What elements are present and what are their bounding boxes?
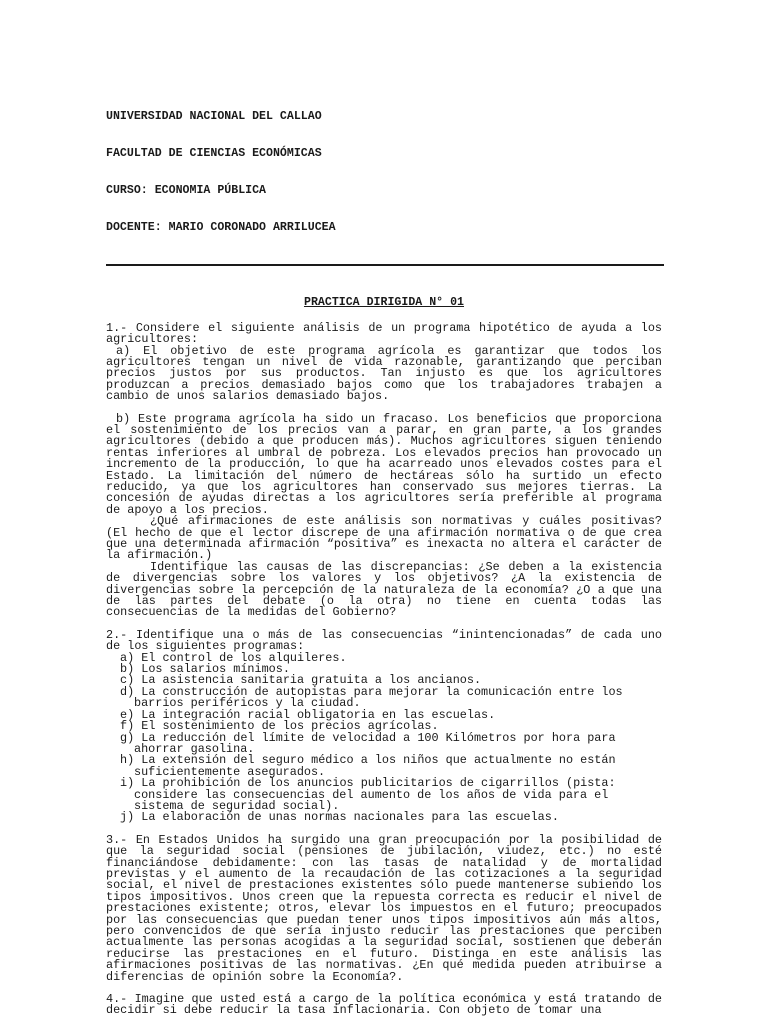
question-3: 3.- En Estados Unidos ha surgido una gran preocupación por la posibilidad de que la seguridad social (pensiones de jubilación, viudez, etc.) no esté financiándose debidamente: con las tasas de natalidad y de mortalidad previstas y el aumento de la recaudación de las cotizaciones a la seguridad social, el nivel de prestaciones existentes sólo puede mantenerse subiendo los tipos impositivos. Unos creen que la repuesta correcta es reducir el nivel de prestaciones existente; otros, elevar los impuestos en el futuro; preocupados por las consecuencias que puedan tener unos tipos impositivos aún más altos, pero convencidos de que sería injusto reducir las prestaciones que perciben actualmente las personas acogidas a la seguridad social, sostienen que deberán reducirse las prestaciones en el futuro. Distinga en este análisis las afirmaciones positivas de las normativas. ¿En qué medida pueden atribuirse a diferencias de opinión sobre la Economía?. <box>106 832 662 984</box>
list-item: j) La elaboración de unas normas nacionales para las escuelas. <box>120 810 559 825</box>
question-4: 4.- Imagine que usted está a cargo de la política económica y está tratando de decidir si debe reducir la tasa inflacionaria. Con objeto de tomar una <box>106 992 662 1018</box>
teacher-name: DOCENTE: MARIO CORONADO ARRILUCEA <box>106 221 336 235</box>
list-item: e) La integración racial obligatoria en las escuelas. <box>120 707 496 722</box>
list-item: g) La reducción del límite de velocidad a 100 Kilómetros por hora para ahorrar gasolina. <box>120 730 616 756</box>
question-1-part-b: b) Este programa agrícola ha sido un fracaso. Los beneficios que proporciona el sostenimiento de los precios van a parar, en gran parte, a los grandes agricultores (debido a que producen más). Muchos agricultores siguen teniendo rentas inferiores al umbral de pobreza. Los elevados precios han provocado un incremento de la producción, lo que ha acarreado unos elevados costes para el Estado. La limitación del número de hectáreas sólo ha surtido un efecto reducido, ya que los agricultores han conservado sus mejores tierras. La concesión de ayudas directas a los agricultores sería preferible al programa de apoyo a los precios. <box>106 411 662 517</box>
list-item: d) La construcción de autopistas para mejorar la comunicación entre los barrios periféricos y la ciudad. <box>120 684 623 711</box>
list-item: b) Los salarios mínimos. <box>120 662 290 677</box>
question-1-part-a: a) El objetivo de este programa agrícola es garantizar que todos los agricultores tengan un nivel de vida razonable, garantizando que perciban precios justos por sus productos. Tan injusto es que los agricultores produzcan a precios demasiado bajos como que los trabajadores trabajen a cambio de unos salarios demasiado bajos. <box>106 343 662 404</box>
document-header <box>106 86 662 260</box>
list-item: a) El control de los alquileres. <box>120 650 347 665</box>
page-title: PRACTICA DIRIGIDA N° 01 <box>303 295 465 309</box>
list-item: f) El sostenimiento de los precios agrícolas. <box>120 719 439 734</box>
list-item: h) La extensión del seguro médico a los niños que actualmente no están suficientemente asegurados. <box>120 753 616 779</box>
question-1-question: ¿Qué afirmaciones de este análisis son normativas y cuáles positivas? (El hecho de que el lector discrepe de una afirmación normativa o de que crea que una determinada afirmación “positiva” es inexacta no altera el carácter de la afirmación.) <box>106 514 662 563</box>
question-1-identify: Identifique las causas de las discrepancias: ¿Se deben a la existencia de divergencias sobre los valores y los objetivos? ¿A la existencia de divergencias sobre la percepción de la naturaleza de la economía? ¿O a que una de las partes del debate (o la otra) no tiene en cuenta todas las consecuencias de la medidas del Gobierno? <box>106 559 662 620</box>
question-1-intro: 1.- Considere el siguiente análisis de un programa hipotético de ayuda a los agricultores: <box>106 320 662 347</box>
question-2-intro: 2.- Identifique una o más de las consecuencias “inintencionadas” de cada uno de los siguientes programas: <box>106 627 662 654</box>
list-item: c) La asistencia sanitaria gratuita a los ancianos. <box>120 673 482 688</box>
question-2-list <box>106 650 662 825</box>
header-divider <box>106 264 664 266</box>
document-page <box>106 86 662 1017</box>
faculty-name: FACULTAD DE CIENCIAS ECONÓMICAS <box>106 147 322 161</box>
list-item: i) La prohibición de los anuncios publicitarios de cigarrillos (pista: considere las consecuencias del aumento de los años de vida para el sistema de seguridad social). <box>120 776 616 813</box>
course-name: CURSO: ECONOMIA PÚBLICA <box>106 184 267 198</box>
university-name: UNIVERSIDAD NACIONAL DEL CALLAO <box>106 109 322 123</box>
